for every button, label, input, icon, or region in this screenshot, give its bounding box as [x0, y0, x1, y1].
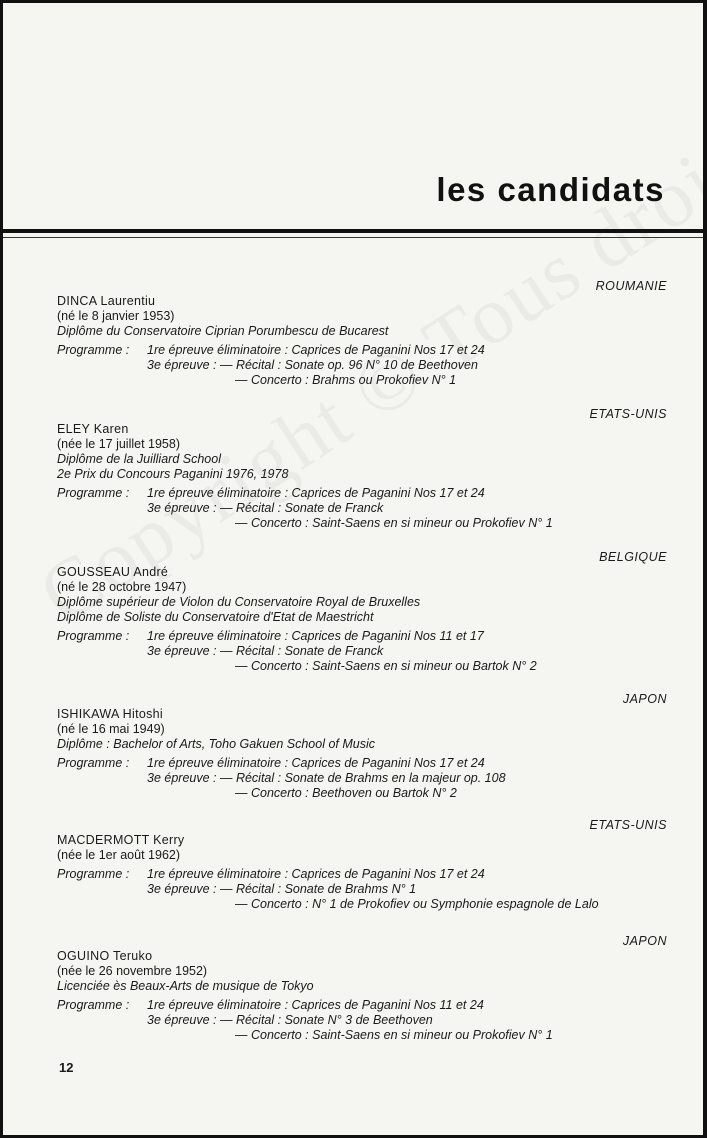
candidate-name: MACDERMOTT Kerry	[57, 833, 185, 847]
programme-round-1: 1re épreuve éliminatoire : Caprices de Paganini Nos 17 et 24	[147, 867, 485, 881]
programme-round-1: 1re épreuve éliminatoire : Caprices de Paganini Nos 17 et 24	[147, 343, 485, 357]
title-rule-thick	[3, 229, 703, 233]
programme-label: Programme :	[57, 486, 130, 500]
programme-concerto: — Concerto : Saint-Saens en si mineur ou Bartok N° 2	[235, 659, 537, 673]
programme-round-1: 1re épreuve éliminatoire : Caprices de Paganini Nos 11 et 24	[147, 998, 484, 1012]
programme-round-3: 3e épreuve : — Récital : Sonate de Franck	[147, 501, 384, 515]
programme-round-1: 1re épreuve éliminatoire : Caprices de Paganini Nos 11 et 17	[147, 629, 484, 643]
programme-round-3: 3e épreuve : — Récital : Sonate op. 96 N° 10 de Beethoven	[147, 358, 478, 372]
candidate-diploma: Diplôme : Bachelor of Arts, Toho Gakuen School of Music	[57, 737, 375, 751]
programme-round-3: 3e épreuve : — Récital : Sonate de Brahms N° 1	[147, 882, 417, 896]
candidate-name: ELEY Karen	[57, 422, 129, 436]
candidate-entry	[57, 818, 667, 912]
candidate-name: GOUSSEAU André	[57, 565, 169, 579]
candidate-entry	[57, 934, 667, 1043]
candidate-diploma: Licenciée ès Beaux-Arts de musique de Tokyo	[57, 979, 314, 993]
candidate-diploma: Diplôme du Conservatoire Ciprian Porumbescu de Bucarest	[57, 324, 389, 338]
candidate-diploma: Diplôme de la Juilliard School	[57, 452, 221, 466]
candidate-entry	[57, 407, 667, 531]
candidate-birth: (né le 28 octobre 1947)	[57, 580, 187, 594]
candidate-diploma: Diplôme supérieur de Violon du Conservatoire Royal de Bruxelles	[57, 595, 421, 609]
programme-round-3: 3e épreuve : — Récital : Sonate N° 3 de Beethoven	[147, 1013, 433, 1027]
candidate-birth: (née le 26 novembre 1952)	[57, 964, 208, 978]
candidate-entry	[57, 279, 667, 388]
program-page	[3, 3, 703, 1135]
page-title: les candidats	[436, 171, 665, 208]
programme-label: Programme :	[57, 756, 130, 770]
candidate-programme	[57, 756, 667, 801]
candidate-entry	[57, 550, 667, 674]
candidate-programme	[57, 343, 667, 388]
candidate-award: 2e Prix du Concours Paganini 1976, 1978	[57, 467, 289, 481]
candidate-diploma: Diplôme de Soliste du Conservatoire d'Etat de Maestricht	[57, 610, 374, 624]
candidate-name: OGUINO Teruko	[57, 949, 153, 963]
candidate-name: DINCA Laurentiu	[57, 294, 156, 308]
programme-round-1: 1re épreuve éliminatoire : Caprices de Paganini Nos 17 et 24	[147, 486, 485, 500]
programme-round-1: 1re épreuve éliminatoire : Caprices de Paganini Nos 17 et 24	[147, 756, 485, 770]
candidate-country: ROUMANIE	[595, 279, 667, 293]
programme-concerto: — Concerto : Saint-Saens en si mineur ou Prokofiev N° 1	[235, 1028, 553, 1042]
programme-concerto: — Concerto : Brahms ou Prokofiev N° 1	[235, 373, 457, 387]
programme-round-3: 3e épreuve : — Récital : Sonate de Brahms en la majeur op. 108	[147, 771, 506, 785]
candidate-birth: (né le 8 janvier 1953)	[57, 309, 175, 323]
candidate-birth: (née le 17 juillet 1958)	[57, 437, 180, 451]
programme-concerto: — Concerto : Saint-Saens en si mineur ou Prokofiev N° 1	[235, 516, 553, 530]
programme-label: Programme :	[57, 867, 130, 881]
candidate-birth: (née le 1er août 1962)	[57, 848, 181, 862]
programme-concerto: — Concerto : Beethoven ou Bartok N° 2	[235, 786, 457, 800]
candidate-name: ISHIKAWA Hitoshi	[57, 707, 163, 721]
candidate-country: ETATS-UNIS	[589, 407, 667, 421]
candidate-programme	[57, 629, 667, 674]
title-rule-thin	[3, 237, 703, 238]
programme-label: Programme :	[57, 998, 130, 1012]
candidate-country: JAPON	[622, 692, 667, 706]
programme-label: Programme :	[57, 629, 130, 643]
page-number: 12	[59, 1060, 74, 1075]
candidate-programme	[57, 486, 667, 531]
candidate-birth: (né le 16 mai 1949)	[57, 722, 165, 736]
candidate-country: BELGIQUE	[599, 550, 667, 564]
candidate-programme	[57, 867, 667, 912]
programme-round-3: 3e épreuve : — Récital : Sonate de Franck	[147, 644, 384, 658]
candidate-country: ETATS-UNIS	[589, 818, 667, 832]
programme-concerto: — Concerto : N° 1 de Prokofiev ou Symphonie espagnole de Lalo	[235, 897, 599, 911]
candidate-entry	[57, 692, 667, 801]
candidate-programme	[57, 998, 667, 1043]
programme-label: Programme :	[57, 343, 130, 357]
candidate-country: JAPON	[622, 934, 667, 948]
